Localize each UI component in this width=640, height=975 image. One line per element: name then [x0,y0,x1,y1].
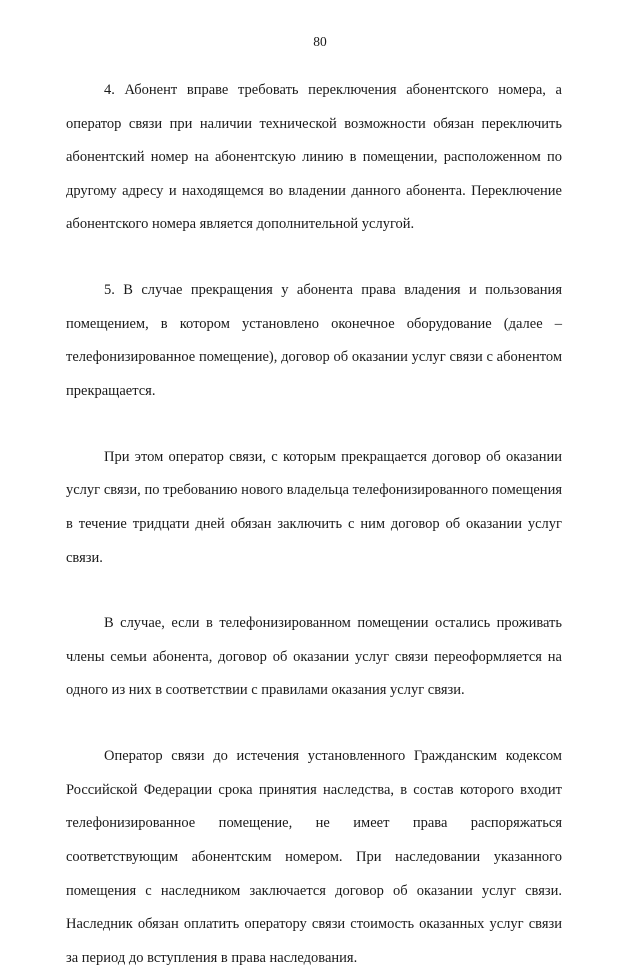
paragraph-contract-renewal: При этом оператор связи, с которым прекращается договор об оказании услуг связи, по требованию нового владельца телефонизированного помещения в течение тридцати дней обязан заключить с ним договор об оказании услуг связи. [66,448,562,566]
document-body [66,74,562,975]
paragraph-family-members: В случае, если в телефонизированном помещении остались проживать члены семьи абонента, договор об оказании услуг связи переоформляется на одного из них в соответствии с правилами оказания услуг связи. [66,615,562,699]
paragraph-inheritance: Оператор связи до истечения установленного Гражданским кодексом Российской Федерации срока принятия наследства, в состав которого входит телефонизированное помещение, не имеет права распоряжаться соответствующим абонентским номером. При наследовании указанного помещения с наследником заключается договор об оказании услуг связи. Наследник обязан оплатить оператору связи стоимость оказанных услуг связи за период до вступления в права наследования. [66,748,562,966]
paragraph-item-5: 5. В случае прекращения у абонента права владения и пользования помещением, в котором установлено оконечное оборудование (далее – телефонизированное помещение), договор об оказании услуг связи с абонентом прекращается. [66,282,562,399]
page-number: 80 [313,34,327,49]
paragraph-item-4: 4. Абонент вправе требовать переключения абонентского номера, а оператор связи при наличии технической возможности обязан переключить абонентский номер на абонентскую линию в помещении, расположенном по другому адресу и находящемся во владении данного абонента. Переключение абонентского номера является дополнительной услугой. [66,82,562,233]
